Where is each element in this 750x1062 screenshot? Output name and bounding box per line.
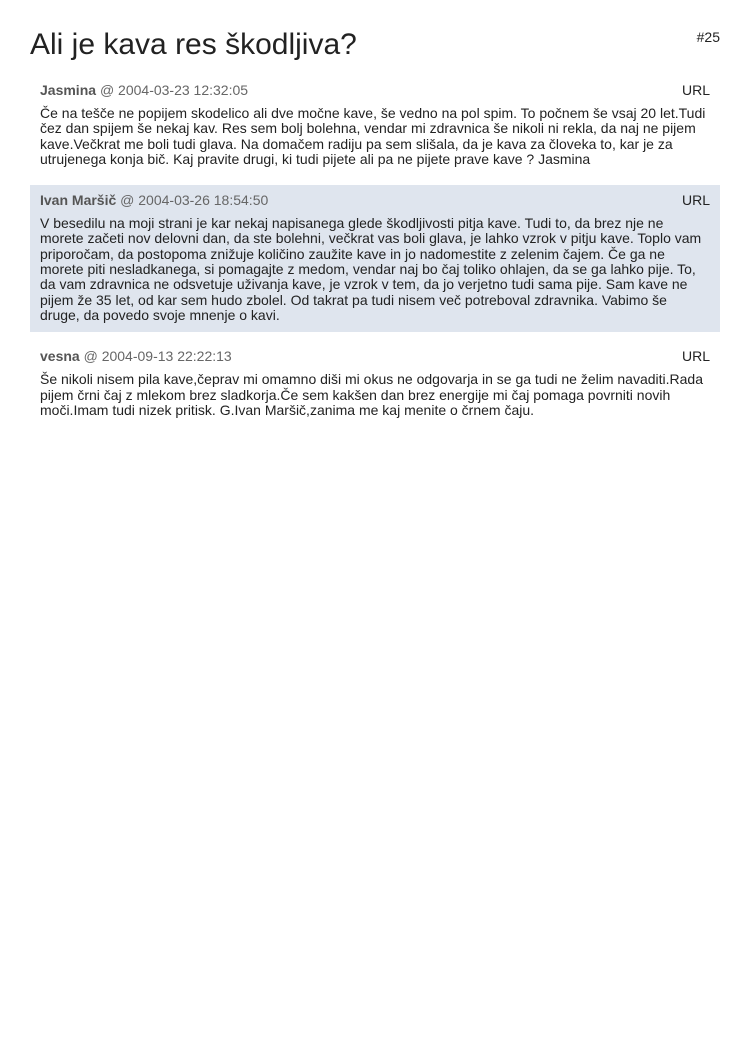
comment-url-link[interactable]: URL xyxy=(681,82,710,98)
comment-author: Ivan Maršič xyxy=(40,192,117,209)
page-title: Ali je kava res škodljiva? xyxy=(30,28,357,61)
comment-item xyxy=(30,185,720,332)
comment-item xyxy=(30,341,720,427)
comment-header xyxy=(40,81,710,99)
comment-list xyxy=(30,75,720,427)
comment-header xyxy=(40,191,710,209)
comment-separator: @ xyxy=(120,192,135,209)
comment-meta xyxy=(40,347,232,365)
comment-timestamp: 2004-03-23 12:32:05 xyxy=(118,82,249,98)
comment-timestamp: 2004-03-26 18:54:50 xyxy=(138,192,269,209)
comment-timestamp: 2004-09-13 22:22:13 xyxy=(101,348,232,365)
comment-item xyxy=(30,75,720,176)
comment-separator: @ xyxy=(99,82,115,98)
comment-author: vesna xyxy=(40,348,80,365)
comment-separator: @ xyxy=(83,348,98,365)
comment-author: Jasmina xyxy=(40,82,97,98)
comment-url-link[interactable]: URL xyxy=(681,348,710,365)
comment-url-link[interactable]: URL xyxy=(681,192,710,209)
comment-meta xyxy=(40,191,268,209)
comment-body: V besedilu na moji strani je kar nekaj napisanega glede škodljivosti pitja kave. Tudi to, da brez nje ne morete začeti nov delovni dan, da ste bolehni, večkrat vas boli glava, je lahko vzrok v pitju kave. Toplo vam priporočam, da postopoma znižuje količino zaužite kave in jo nadomestite z zelenim čajem. Če ga ne morete piti nesladkanega, si pomagajte z medom, vendar naj bo čaj toliko ohlajen, da se ga lahko pije. To, da vam zdravnica ne odsvetuje uživanja kave, je vzrok v tem, da jo verjetno tudi sama pije. Sam kave ne pijem že 35 let, od kar sem hudo zbolel. Od takrat pa tudi nisem več potreboval zdravnika. Vabimo še druge, da povedo svoje mnenje o kavi. xyxy=(40,215,702,323)
comment-body: Še nikoli nisem pila kave,čeprav mi omamno diši mi okus ne odgovarja in se ga tudi ne želim navaditi.Rada pijem črni čaj z mlekom brez sladkorja.Če sem kakšen dan brez energije mi čaj pomaga povrniti novih moči.Imam tudi nizek pritisk. G.Ivan Maršič,zanima me kaj menite o črnem čaju. xyxy=(40,371,703,418)
page-number: #25 xyxy=(696,29,720,45)
comment-header xyxy=(40,347,710,365)
comment-body: Če na tešče ne popijem skodelico ali dve močne kave, še vedno na pol spim. To počnem še vsaj 20 let.Tudi čez dan spijem še nekaj kav. Res sem bolj bolehna, vendar mi zdravnica še nikoli ni rekla, da naj ne pijem kave.Večkrat me boli tudi glava. Na domačem radiju pa sem slišala, da je kava za človeka to, kar je za utrujenega konja bič. Kaj pravite drugi, ki tudi pijete ali pa ne pijete prave kave ? Jasmina xyxy=(40,105,706,167)
comment-meta xyxy=(40,81,248,99)
